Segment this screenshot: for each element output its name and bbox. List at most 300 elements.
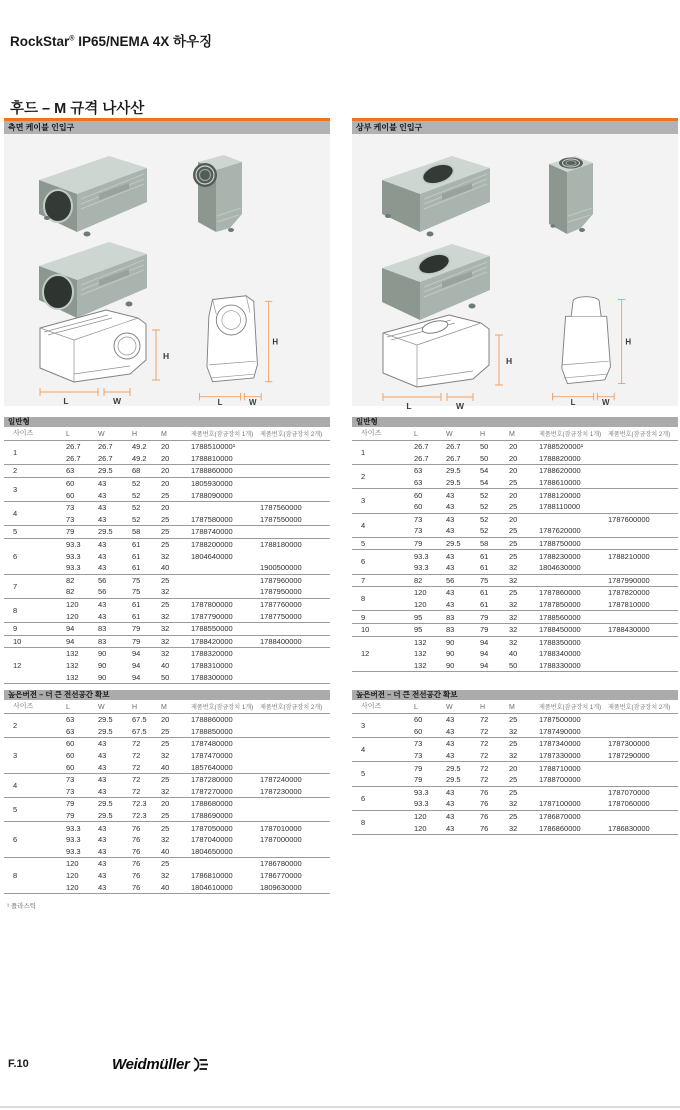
cell-w: 29.5	[98, 466, 113, 476]
cell-m: 25	[161, 726, 170, 736]
dimension-drawing-vertical-hood	[189, 292, 281, 406]
cell-w: 43	[98, 859, 107, 869]
cell-part-number-1-lock: 1788860000	[191, 466, 233, 476]
cell-m: 25	[509, 502, 518, 512]
table-row	[414, 525, 678, 537]
cell-w: 83	[446, 612, 455, 622]
size-group	[4, 647, 330, 683]
table-row	[414, 465, 678, 477]
cell-l: 60	[414, 715, 423, 725]
cell-h: 72	[132, 762, 141, 772]
col-header: 제품번호(잠금장치 1개)	[191, 704, 254, 711]
cell-h: 94	[480, 660, 489, 670]
size-group	[4, 525, 330, 538]
col-header: 제품번호(잠금장치 2개)	[608, 431, 671, 438]
cell-l: 120	[414, 588, 427, 598]
table-row	[66, 586, 330, 598]
cell-part-number-1-lock: 1787040000	[191, 835, 233, 845]
cell-l: 73	[66, 514, 75, 524]
cell-h: 61	[132, 540, 141, 550]
cell-w: 43	[98, 514, 107, 524]
cell-part-number-1-lock: 1787330000	[539, 751, 581, 761]
table-row	[66, 870, 330, 882]
cell-h: 54	[480, 466, 489, 476]
cell-w: 43	[446, 739, 455, 749]
table-row	[66, 441, 330, 453]
size-group	[352, 488, 678, 512]
cell-m: 40	[509, 649, 518, 659]
cell-part-number-1-lock: 1788700000	[539, 775, 581, 785]
cell-part-number-1-lock: 1787860000	[539, 588, 581, 598]
cell-part-number-2-lock: 1809630000	[260, 882, 302, 892]
cell-part-number-1-lock: 1788620000	[539, 466, 581, 476]
cell-m: 32	[509, 637, 518, 647]
cell-l: 26.7	[414, 453, 429, 463]
cell-part-number-2-lock: 1787010000	[260, 823, 302, 833]
cell-m: 20	[509, 763, 518, 773]
cell-part-number-1-lock: 1788610000	[539, 478, 581, 488]
size-cell: 3	[361, 496, 366, 506]
cell-part-number-2-lock: 1787000000	[260, 835, 302, 845]
cell-part-number-1-lock: 1787580000	[191, 514, 233, 524]
table-row	[414, 660, 678, 672]
table-row	[414, 648, 678, 660]
size-group	[352, 761, 678, 785]
size-cell: 12	[13, 660, 22, 670]
cell-h: 79	[480, 612, 489, 622]
cell-l: 63	[66, 466, 75, 476]
cell-h: 52	[132, 514, 141, 524]
size-cell: 6	[361, 793, 366, 803]
col-header: W	[446, 704, 453, 711]
cell-h: 50	[480, 453, 489, 463]
cell-h: 79	[132, 636, 141, 646]
cell-part-number-2-lock: 1787550000	[260, 514, 302, 524]
cell-w: 43	[98, 871, 107, 881]
size-group	[4, 773, 330, 797]
cell-m: 25	[509, 478, 518, 488]
cell-part-number-1-lock: 1787490000	[539, 726, 581, 736]
cell-l: 60	[414, 726, 423, 736]
table-row	[66, 562, 330, 574]
cell-l: 73	[414, 739, 423, 749]
cell-m: 40	[161, 762, 170, 772]
cell-m: 25	[509, 739, 518, 749]
table-general-top	[352, 417, 678, 690]
size-cell: 4	[361, 745, 366, 755]
cell-w: 56	[98, 587, 107, 597]
cell-h: 52	[480, 526, 489, 536]
table-row	[66, 798, 330, 810]
cell-w: 29.5	[98, 715, 113, 725]
cell-h: 49.2	[132, 442, 147, 452]
cell-part-number-1-lock: 1788120000	[539, 490, 581, 500]
cell-w: 43	[446, 787, 455, 797]
column-header: 상부 케이블 인입구	[352, 121, 678, 134]
size-group	[4, 574, 330, 598]
cell-part-number-1-lock: 1788510000¹	[191, 442, 236, 452]
col-header: M	[509, 704, 515, 711]
cell-w: 43	[446, 799, 455, 809]
table-row	[66, 453, 330, 465]
cell-part-number-2-lock: 1787950000	[260, 587, 302, 597]
cell-h: 52	[132, 479, 141, 489]
cell-w: 43	[98, 600, 107, 610]
cell-w: 29.5	[98, 726, 113, 736]
table-title-bar: 높은버전 – 더 큰 전선공간 확보	[4, 690, 330, 700]
cell-m: 25	[509, 715, 518, 725]
table-row	[66, 478, 330, 490]
cell-w: 43	[446, 490, 455, 500]
cell-m: 32	[509, 625, 518, 635]
cell-h: 94	[480, 637, 489, 647]
table-body	[352, 441, 678, 672]
photo-panel-side-entry	[4, 134, 330, 406]
size-cell: 5	[13, 527, 18, 537]
cell-m: 25	[161, 490, 170, 500]
size-group	[352, 714, 678, 737]
hood-photo-side-entry-1	[29, 146, 159, 238]
cell-part-number-2-lock: 1900500000	[260, 563, 302, 573]
size-cell: 2	[361, 472, 366, 482]
cell-m: 25	[161, 540, 170, 550]
cell-part-number-2-lock: 1787240000	[260, 775, 302, 785]
cell-w: 26.7	[446, 453, 461, 463]
cell-w: 56	[98, 575, 107, 585]
cell-l: 60	[66, 739, 75, 749]
cell-h: 72	[132, 739, 141, 749]
cell-m: 20	[509, 442, 518, 452]
cell-h: 68	[132, 466, 141, 476]
table-row	[414, 738, 678, 750]
cell-part-number-2-lock: 1788400000	[260, 636, 302, 646]
cell-l: 63	[414, 466, 423, 476]
cell-l: 94	[66, 624, 75, 634]
cell-m: 32	[509, 726, 518, 736]
size-group	[352, 574, 678, 587]
cell-w: 43	[98, 835, 107, 845]
size-cell: 4	[13, 781, 18, 791]
cell-l: 132	[414, 637, 427, 647]
cell-m: 32	[509, 612, 518, 622]
logo-text: Weidmüller	[112, 1056, 190, 1073]
cell-m: 32	[161, 636, 170, 646]
cell-part-number-1-lock: 1788680000	[191, 799, 233, 809]
size-group	[4, 598, 330, 622]
cell-part-number-1-lock: 1787800000	[191, 600, 233, 610]
cell-part-number-1-lock: 1787480000	[191, 739, 233, 749]
cell-m: 32	[161, 611, 170, 621]
cell-h: 67.5	[132, 726, 147, 736]
cell-part-number-1-lock: 1788200000	[191, 540, 233, 550]
size-cell: 7	[361, 575, 366, 585]
cell-w: 29.5	[98, 811, 113, 821]
cell-h: 72	[480, 751, 489, 761]
cell-part-number-1-lock: 1786860000	[539, 823, 581, 833]
cell-l: 120	[414, 600, 427, 610]
size-cell: 5	[361, 769, 366, 779]
size-group	[4, 857, 330, 893]
cell-l: 82	[66, 575, 75, 585]
cell-h: 76	[480, 823, 489, 833]
cell-m: 32	[509, 799, 518, 809]
cell-l: 95	[414, 625, 423, 635]
dim-label-h: H	[506, 356, 513, 366]
cell-w: 26.7	[98, 453, 113, 463]
cell-h: 94	[132, 672, 141, 682]
cell-part-number-1-lock: 1787280000	[191, 775, 233, 785]
size-cell: 8	[13, 605, 18, 615]
cell-m: 50	[161, 672, 170, 682]
cell-part-number-1-lock: 1788550000	[191, 624, 233, 634]
cell-l: 60	[66, 479, 75, 489]
section-title: 후드 – M 규격 나사산	[10, 101, 145, 117]
cell-part-number-2-lock: 1786780000	[260, 859, 302, 869]
cell-w: 43	[446, 726, 455, 736]
cell-w: 43	[98, 882, 107, 892]
col-header: 사이즈	[361, 703, 382, 710]
cell-m: 25	[509, 787, 518, 797]
table-row	[66, 761, 330, 773]
cell-w: 43	[98, 540, 107, 550]
table-row	[414, 550, 678, 562]
photo-panel-top-entry	[352, 134, 678, 411]
table-row	[66, 738, 330, 750]
dim-label-l: L	[406, 401, 412, 411]
col-header: 제품번호(잠금장치 1개)	[539, 704, 602, 711]
size-cell: 9	[13, 624, 18, 634]
cell-l: 60	[66, 762, 75, 772]
cell-part-number-2-lock: 1788180000	[260, 540, 302, 550]
table-row	[66, 750, 330, 762]
dimension-drawing-vertical-top-hood	[542, 292, 634, 406]
cell-w: 26.7	[446, 442, 461, 452]
cell-w: 43	[98, 786, 107, 796]
cell-w: 43	[98, 751, 107, 761]
cell-h: 72	[480, 726, 489, 736]
cell-h: 72	[480, 715, 489, 725]
cell-w: 43	[98, 490, 107, 500]
dim-label-l: L	[570, 398, 576, 406]
table-row	[414, 501, 678, 513]
cell-w: 43	[446, 588, 455, 598]
col-header: 사이즈	[13, 430, 34, 437]
cell-part-number-2-lock: 1788430000	[608, 625, 650, 635]
cell-w: 83	[98, 624, 107, 634]
size-group	[4, 797, 330, 821]
cell-w: 43	[98, 846, 107, 856]
cell-part-number-1-lock: 1787850000	[539, 600, 581, 610]
cell-w: 90	[446, 649, 455, 659]
col-header: L	[414, 704, 418, 711]
cell-m: 25	[161, 514, 170, 524]
table-row	[414, 453, 678, 465]
cell-m: 40	[161, 563, 170, 573]
cell-l: 60	[414, 502, 423, 512]
table-row	[66, 465, 330, 477]
cell-m: 25	[161, 575, 170, 585]
cell-l: 82	[414, 575, 423, 585]
cell-l: 26.7	[414, 442, 429, 452]
table-row	[66, 623, 330, 635]
table-row	[66, 834, 330, 846]
cell-h: 61	[132, 611, 141, 621]
cell-h: 94	[132, 649, 141, 659]
table-row	[414, 514, 678, 526]
hood-photo-top-entry-small	[537, 148, 603, 240]
cell-h: 52	[480, 490, 489, 500]
cell-l: 132	[414, 649, 427, 659]
column-side-cable-entry	[4, 118, 330, 910]
table-row	[414, 575, 678, 587]
cell-m: 25	[161, 739, 170, 749]
size-cell: 1	[361, 448, 366, 458]
cell-w: 90	[98, 660, 107, 670]
size-cell: 6	[361, 557, 366, 567]
table-row	[414, 538, 678, 550]
cell-part-number-1-lock: 1857640000	[191, 762, 233, 772]
col-header: M	[161, 704, 167, 711]
cell-w: 43	[446, 823, 455, 833]
cell-h: 75	[480, 575, 489, 585]
cell-l: 93.3	[414, 551, 429, 561]
cell-h: 52	[132, 490, 141, 500]
cell-part-number-2-lock: 1787990000	[608, 575, 650, 585]
cell-part-number-1-lock: 1788740000	[191, 527, 233, 537]
size-cell: 6	[13, 835, 18, 845]
size-cell: 6	[13, 551, 18, 561]
size-cell: 4	[361, 520, 366, 530]
cell-m: 25	[161, 823, 170, 833]
col-header: H	[132, 431, 138, 438]
cell-m: 32	[161, 835, 170, 845]
cell-w: 83	[446, 625, 455, 635]
table-row	[66, 822, 330, 834]
cell-m: 20	[161, 466, 170, 476]
cell-part-number-2-lock: 1787560000	[260, 503, 302, 513]
table-row	[414, 726, 678, 738]
cell-m: 20	[509, 514, 518, 524]
col-header: H	[480, 431, 486, 438]
cell-l: 63	[66, 726, 75, 736]
cell-l: 63	[66, 715, 75, 725]
cell-l: 93.3	[414, 563, 429, 573]
cell-h: 75	[132, 575, 141, 585]
cell-l: 60	[414, 490, 423, 500]
cell-part-number-2-lock: 1787760000	[260, 600, 302, 610]
size-cell: 2	[13, 466, 18, 476]
cell-l: 120	[414, 823, 427, 833]
cell-part-number-1-lock: 1788860000	[191, 715, 233, 725]
table-header-row	[4, 700, 330, 714]
cell-l: 93.3	[66, 551, 81, 561]
cell-part-number-1-lock: 1788420000	[191, 636, 233, 646]
cell-l: 120	[66, 611, 79, 621]
cell-h: 52	[132, 503, 141, 513]
dimension-drawing-side-hood	[34, 304, 174, 406]
table-row	[414, 787, 678, 799]
table-row	[66, 636, 330, 648]
cell-l: 132	[66, 660, 79, 670]
cell-m: 25	[161, 775, 170, 785]
cell-h: 52	[480, 514, 489, 524]
cell-m: 32	[161, 587, 170, 597]
cell-l: 132	[66, 649, 79, 659]
cell-l: 82	[66, 587, 75, 597]
size-group	[4, 538, 330, 574]
table-row	[414, 811, 678, 823]
table-row	[414, 774, 678, 786]
cell-w: 29.5	[446, 478, 461, 488]
table-row	[66, 526, 330, 538]
cell-h: 61	[132, 600, 141, 610]
cell-h: 76	[132, 823, 141, 833]
cell-l: 93.3	[66, 835, 81, 845]
cell-part-number-1-lock: 1788320000	[191, 649, 233, 659]
table-row	[414, 624, 678, 636]
cell-w: 43	[98, 479, 107, 489]
cell-part-number-1-lock: 1788520000¹	[539, 442, 584, 452]
cell-m: 50	[509, 660, 518, 670]
cell-m: 25	[161, 527, 170, 537]
hood-photo-top-entry-1	[372, 146, 502, 238]
table-general-side	[4, 417, 330, 690]
cell-part-number-2-lock: 1787300000	[608, 739, 650, 749]
dim-label-w: W	[455, 401, 465, 411]
cell-w: 43	[446, 526, 455, 536]
table-title-bar: 일반형	[352, 417, 678, 427]
cell-m: 32	[161, 871, 170, 881]
table-row	[66, 726, 330, 738]
table-title-bar: 일반형	[4, 417, 330, 427]
cell-part-number-2-lock: 1786830000	[608, 823, 650, 833]
table-row	[414, 750, 678, 762]
size-group	[4, 477, 330, 501]
cell-h: 94	[480, 649, 489, 659]
table-row	[414, 489, 678, 501]
cell-m: 20	[161, 479, 170, 489]
cell-w: 43	[446, 551, 455, 561]
col-header: L	[66, 431, 70, 438]
col-header: 제품번호(잠금장치 1개)	[539, 431, 602, 438]
cell-l: 93.3	[66, 846, 81, 856]
cell-m: 25	[509, 812, 518, 822]
table-row	[414, 611, 678, 623]
size-group	[352, 464, 678, 488]
table-row	[66, 539, 330, 551]
cell-h: 76	[480, 812, 489, 822]
cell-h: 72	[480, 763, 489, 773]
cell-w: 90	[98, 649, 107, 659]
cell-w: 43	[98, 563, 107, 573]
table-row	[66, 660, 330, 672]
size-group	[352, 586, 678, 610]
cell-w: 43	[446, 502, 455, 512]
table-row	[414, 587, 678, 599]
cell-part-number-1-lock: 1788310000	[191, 660, 233, 670]
cell-part-number-1-lock: 1788450000	[539, 625, 581, 635]
cell-part-number-1-lock: 1804610000	[191, 882, 233, 892]
table-header-row	[4, 427, 330, 441]
table-row	[414, 822, 678, 834]
cell-w: 26.7	[98, 442, 113, 452]
cell-part-number-2-lock: 1787960000	[260, 575, 302, 585]
cell-m: 32	[161, 751, 170, 761]
cell-h: 72	[132, 786, 141, 796]
table-body	[352, 714, 678, 835]
cell-h: 94	[132, 660, 141, 670]
cell-w: 90	[98, 672, 107, 682]
